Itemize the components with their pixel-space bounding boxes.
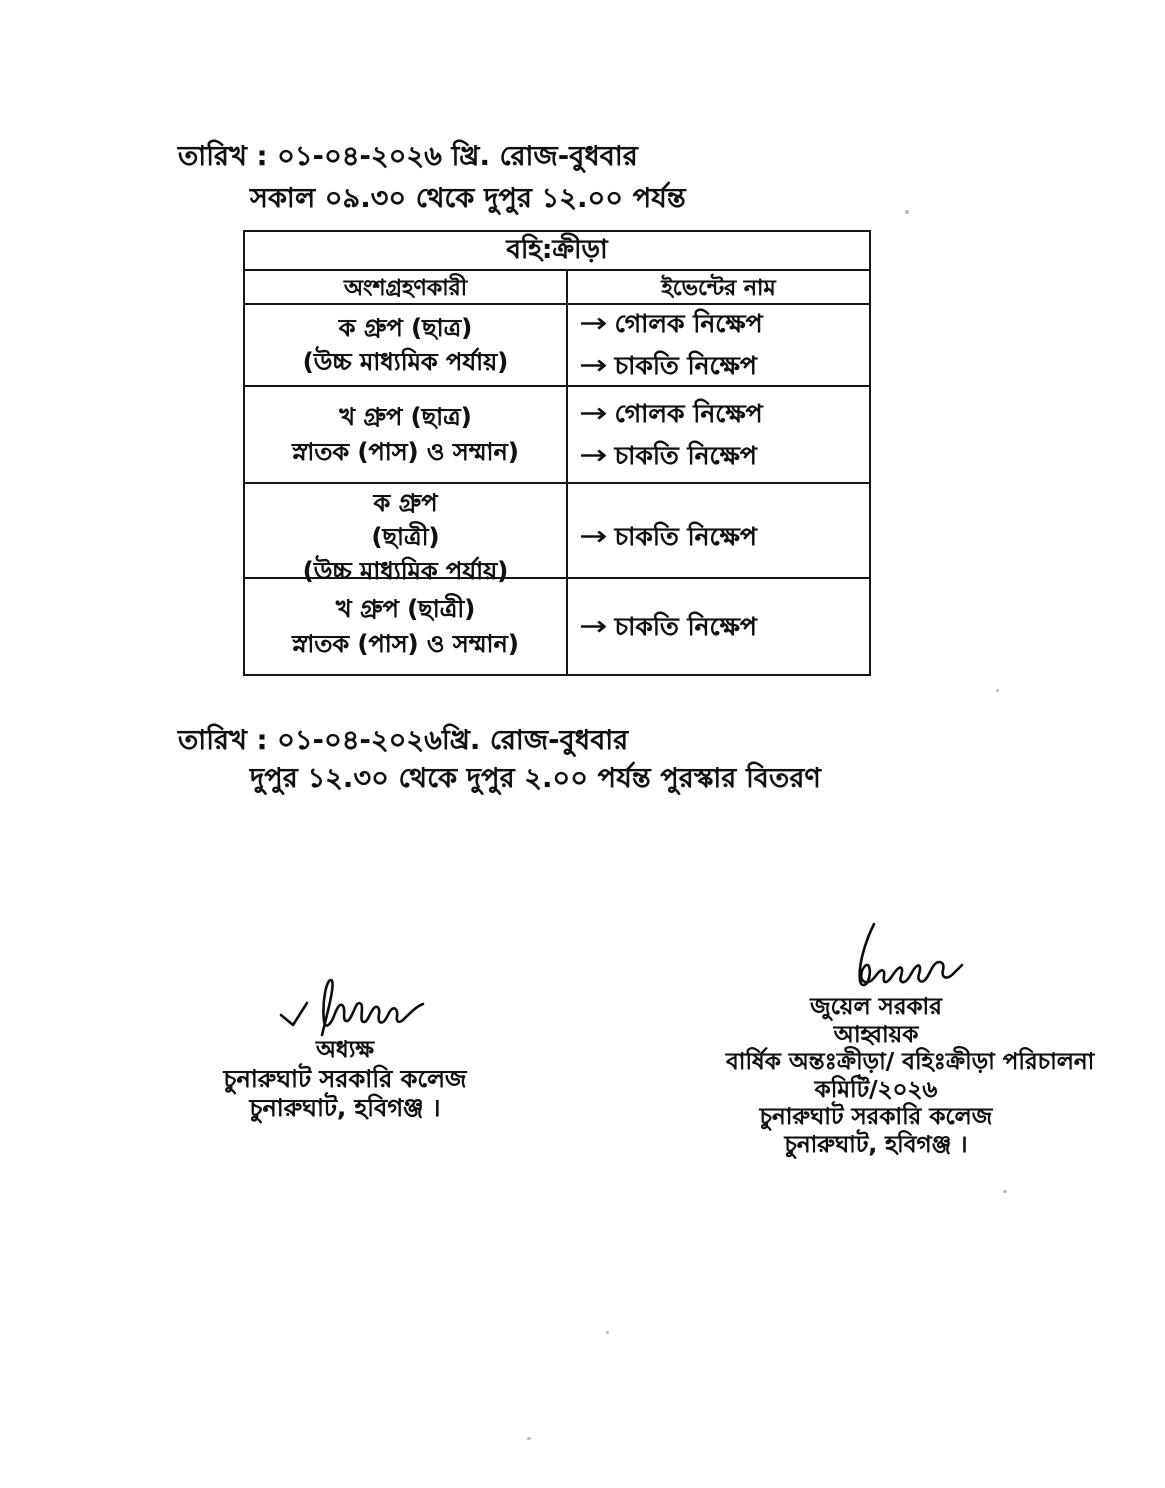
arrow-icon: → <box>579 308 608 340</box>
participant-cell <box>245 387 566 482</box>
event-item <box>579 350 869 381</box>
arrow-icon: → <box>579 350 608 381</box>
events-cell <box>566 484 869 590</box>
participant-cell <box>245 579 566 674</box>
event-label: চাকতি নিক্ষেপ <box>614 351 757 381</box>
session1-time-line: সকাল ০৯.৩০ থেকে দুপুর ১২.০০ পর্যন্ত <box>250 183 686 214</box>
event-label: চাকতি নিক্ষেপ <box>614 522 757 552</box>
event-label: চাকতি নিক্ষেপ <box>614 611 757 641</box>
scan-speck <box>606 1331 609 1334</box>
table-row <box>245 387 869 484</box>
signer-organization: চুনারুঘাট সরকারি কলেজ <box>759 1104 993 1130</box>
table-title: বহি:ক্রীড়া <box>245 232 869 271</box>
participant-line: ক গ্রুপ <box>373 489 438 517</box>
participant-line: খ গ্রুপ (ছাত্র) <box>339 403 472 432</box>
participant-cell <box>245 305 566 385</box>
event-label: গোলক নিক্ষেপ <box>614 398 763 428</box>
signer-organization: চুনারুঘাট সরকারি কলেজ <box>223 1065 467 1093</box>
participant-line: স্নাতক (পাস) ও সম্মান) <box>292 437 519 466</box>
outdoor-sports-table <box>243 230 871 676</box>
signer-name: জুয়েল সরকার <box>810 994 942 1020</box>
committee-line1: বার্ষিক অন্তঃক্রীড়া/ বহিঃক্রীড়া পরিচালনা <box>726 1049 1095 1075</box>
participant-line: স্নাতক (পাস) ও সম্মান) <box>292 629 519 658</box>
session1-date-line: তারিখ : ০১-০৪-২০২৬ খ্রি. রোজ-বুধবার <box>178 141 638 172</box>
table-row <box>245 305 869 387</box>
committee-line2: কমিটি/২০২৬ <box>814 1076 938 1103</box>
scan-speck <box>905 210 909 214</box>
participant-line: ক গ্রুপ (ছাত্র) <box>338 313 473 342</box>
events-cell <box>566 579 869 674</box>
signature-block-principal <box>215 1036 475 1123</box>
principal-signature-icon <box>276 975 428 1041</box>
convener-signature-icon <box>834 920 966 1000</box>
event-label: গোলক নিক্ষেপ <box>614 309 763 339</box>
events-cell <box>566 387 869 482</box>
event-item <box>579 308 869 340</box>
session2-time-line: দুপুর ১২.৩০ থেকে দুপুর ২.০০ পর্যন্ত পুরস্কার বিতরণ <box>250 763 822 794</box>
event-label: চাকতি নিক্ষেপ <box>614 440 757 470</box>
participant-line: (উচ্চ মাধ্যমিক পর্যায়) <box>302 348 509 376</box>
table-column-headers <box>245 271 869 305</box>
event-item <box>579 439 869 471</box>
participant-line: (ছাত্রী) <box>371 523 440 552</box>
signer-location: চুনারুঘাট, হবিগঞ্জ । <box>784 1131 968 1158</box>
signer-role: অধ্যক্ষ <box>315 1037 375 1063</box>
participant-line: (উচ্চ মাধ্যমিক পর্যায়) <box>302 557 509 586</box>
arrow-icon: → <box>579 439 608 471</box>
event-item <box>579 397 869 429</box>
scan-speck <box>527 1437 531 1440</box>
signer-location: চুনারুঘাট, হবিগঞ্জ । <box>249 1094 441 1122</box>
column-header-participant: অংশগ্রহণকারী <box>343 276 468 301</box>
scan-speck <box>996 689 999 692</box>
table-row <box>245 579 869 674</box>
signature-block-convener <box>726 994 1095 1159</box>
column-header-event: ইভেন্টের নাম <box>566 271 869 308</box>
event-item <box>579 521 869 553</box>
arrow-icon: → <box>579 397 608 429</box>
participant-line: খ গ্রুপ (ছাত্রী) <box>335 595 476 624</box>
event-item <box>579 610 869 642</box>
session2-date-line: তারিখ : ০১-০৪-২০২৬খ্রি. রোজ-বুধবার <box>178 725 629 756</box>
signer-role: আহ্বায়ক <box>833 1021 919 1048</box>
arrow-icon: → <box>579 610 608 642</box>
events-cell <box>566 305 869 385</box>
scan-speck <box>1003 1190 1007 1193</box>
participant-cell <box>245 484 566 590</box>
arrow-icon: → <box>579 521 608 553</box>
table-row <box>245 484 869 586</box>
